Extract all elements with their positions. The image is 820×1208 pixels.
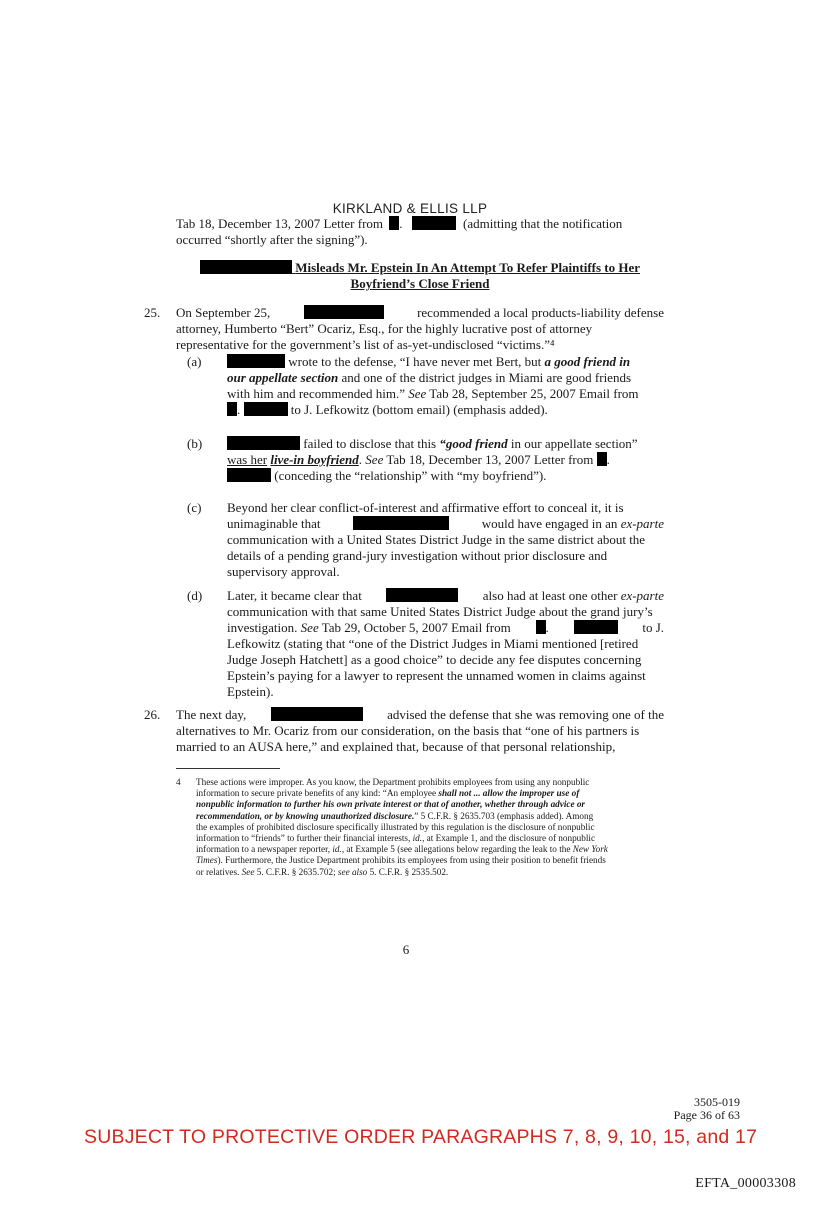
para25-line-3: representative for the government’s list of as-yet-undisclosed “victims.”⁴: [176, 337, 555, 352]
redaction-block: [597, 452, 607, 466]
item-c-line-4: details of a pending grand-jury investigation without prior disclosure and: [227, 548, 608, 563]
item-b-text: (conceding the “relationship” with “my boyfriend”).: [274, 468, 547, 483]
item-d-line-7: Epstein).: [227, 684, 274, 699]
item-a-text: with him and recommended him.”: [227, 386, 405, 401]
item-a-emphasis: our appellate section: [227, 370, 339, 385]
footnote-text: information to a newspaper reporter,: [196, 844, 331, 855]
item-d-text: also had at least one other: [482, 588, 618, 603]
item-label: (b): [187, 436, 203, 451]
item-d-text: Later, it became clear that: [227, 588, 362, 603]
item-b-text: .: [606, 452, 610, 467]
para26-text: advised the defense that she was removing one of the: [387, 707, 664, 722]
item-d-line-6: Epstein’s paying for a lawyer to represent the unnamed women in claims against: [227, 668, 646, 683]
item-b-emphasis: live-in boyfriend: [270, 452, 359, 467]
intro-line-1: [176, 216, 664, 232]
footnote-citation: Times: [196, 855, 218, 866]
item-b-line-2: [227, 452, 664, 468]
item-d-text: .: [545, 620, 549, 635]
item-b-text: was her: [227, 452, 268, 467]
footnote-citation: id.: [332, 844, 342, 855]
intro-text-b: .: [399, 216, 403, 231]
footnote-line: [196, 844, 668, 855]
item-a-text: Tab 28, September 25, 2007 Email from: [429, 386, 639, 401]
item-b-citation-signal: See: [365, 452, 384, 467]
footnote-text: information to secure private benefits of any kind: “An employee: [196, 788, 437, 799]
footnote-text: or relatives.: [196, 866, 240, 877]
paragraph-number: 25.: [144, 305, 161, 320]
footnote-citation: see also: [337, 866, 368, 877]
para25-line-2: attorney, Humberto “Bert” Ocariz, Esq., for the highly lucrative post of attorney: [176, 321, 593, 336]
item-a-line-4: [227, 402, 664, 418]
item-d-citation-signal: See: [300, 620, 319, 635]
item-d: [227, 588, 664, 700]
para25-text: On September 25,: [176, 305, 271, 320]
item-d-line-3: [227, 620, 664, 636]
item-c-line-2: [227, 516, 664, 532]
item-a-emphasis: a good friend in: [544, 354, 631, 369]
item-b-line-1: [227, 436, 664, 452]
footnote-marker: 4: [176, 777, 181, 787]
document-id: EFTA_00003308: [695, 1176, 796, 1191]
redaction-block: [200, 260, 292, 274]
item-d-line-1: [227, 588, 664, 604]
intro-line-2: occurred “shortly after the signing”).: [176, 232, 368, 247]
redaction-block: [536, 620, 546, 634]
item-b-text: failed to disclose that this: [303, 436, 437, 451]
intro-text-c: (admitting that the notification: [463, 216, 623, 231]
item-label: (d): [187, 588, 203, 603]
redaction-block: [227, 354, 285, 368]
redaction-block: [304, 305, 384, 319]
item-a-text: to J. Lefkowitz (bottom email) (emphasis added).: [290, 402, 548, 417]
redaction-block: [227, 468, 271, 482]
redaction-block: [386, 588, 458, 602]
footnote-line: These actions were improper. As you know, the Department prohibits employees from using any nonpublic: [196, 777, 590, 787]
paragraph-number: 26.: [144, 707, 161, 722]
paragraph-25: [176, 305, 664, 353]
item-a-line-1: [227, 354, 664, 370]
item-c-line-3: communication with a United States District Judge in the same district about the: [227, 532, 646, 547]
para26-line-3: married to an AUSA here,” and explained that, because of that personal relationship,: [176, 739, 616, 754]
redaction-block: [389, 216, 399, 230]
item-b-line-3: [227, 468, 664, 484]
item-b-text: .: [358, 452, 363, 467]
para26-text: The next day,: [176, 707, 247, 722]
redaction-block: [244, 402, 288, 416]
footnote-4: [196, 777, 668, 878]
footnote-text: , at Example 5 (see allegations below regarding the leak to the: [341, 844, 571, 855]
footnote-emphasis: nonpublic information to further his own private interest or that of another, whether through advice or: [196, 799, 586, 810]
footnote-emphasis: recommendation, or by knowing unauthorized disclosure.: [196, 810, 415, 821]
section-heading-text-1: Misleads Mr. Epstein In An Attempt To Refer Plaintiffs to Her: [295, 260, 641, 275]
item-d-text: to J.: [642, 620, 664, 635]
redaction-block: [412, 216, 456, 230]
footnote-emphasis: shall not ... allow the improper use of: [438, 788, 580, 799]
page-number: 6: [402, 942, 410, 957]
para26-line-2: alternatives to Mr. Ocariz from our consideration, on the basis that “one of his partners is: [176, 723, 640, 738]
protective-order-banner: SUBJECT TO PROTECTIVE ORDER PARAGRAPHS 7, 8, 9, 10, 15, and 17: [84, 1126, 758, 1148]
footnote-rule: [176, 768, 280, 769]
item-b-emphasis: “good friend: [439, 436, 508, 451]
item-b-text: in our appellate section”: [510, 436, 638, 451]
item-a-text: .: [237, 402, 241, 417]
section-heading-line-2: Boyfriend’s Close Friend: [350, 276, 490, 291]
redaction-block: [353, 516, 449, 530]
item-a: [227, 354, 664, 418]
footnote-citation: New York: [572, 844, 608, 855]
footnote-line: [196, 811, 668, 822]
redaction-block: [271, 707, 363, 721]
section-heading: [176, 260, 664, 292]
item-a-line-2: [227, 370, 664, 386]
stamp-line-1: 3505-019: [694, 1095, 740, 1109]
item-a-line-3: [227, 386, 664, 402]
item-a-citation-signal: See: [408, 386, 427, 401]
item-b-text: Tab 18, December 13, 2007 Letter from: [386, 452, 594, 467]
para26-line-1: [176, 707, 664, 723]
footnote-citation: id.: [412, 833, 423, 844]
item-d-emphasis: ex-parte: [620, 588, 664, 603]
paragraph-26: [176, 707, 664, 755]
item-label: (a): [187, 354, 202, 369]
footnote-line: [196, 855, 668, 866]
footnote-text: 5. C.F.R. § 2635.702;: [256, 866, 336, 877]
footnote-text: ). Furthermore, the Justice Department prohibits its employees from using their position to benefit friends: [217, 855, 606, 866]
item-a-text: and one of the district judges in Miami are good friends: [341, 370, 632, 385]
item-label: (c): [187, 500, 202, 515]
footnote-text: ” 5 C.F.R. § 2635.703 (emphasis added). Among: [414, 810, 594, 821]
item-c-emphasis: ex-parte: [620, 516, 664, 531]
redaction-block: [574, 620, 618, 634]
footnote-line: the examples of prohibited disclosure specifically illustrated by this regulation is the disclosure of nonpublic: [196, 821, 595, 832]
footnote-line: [196, 788, 668, 799]
footnote-line: [196, 867, 668, 878]
footnote-citation: See: [241, 866, 255, 877]
para25-line-1: [176, 305, 664, 321]
footnote-line: [196, 833, 668, 844]
item-c: [227, 500, 664, 580]
item-c-line-1: Beyond her clear conflict-of-interest and affirmative effort to conceal it, it is: [227, 500, 624, 515]
footnote-line: [196, 799, 668, 810]
para25-text: recommended a local products-liability defense: [417, 305, 664, 320]
item-d-line-4: Lefkowitz (stating that “one of the District Judges in Miami mentioned [retired: [227, 636, 639, 651]
footnote-text: 5. C.F.R. § 2535.502.: [369, 866, 449, 877]
item-c-text: unimaginable that: [227, 516, 321, 531]
item-d-line-5: Judge Joseph Hatchett] as a good choice” to decide any fee disputes concerning: [227, 652, 642, 667]
item-d-text: investigation.: [227, 620, 298, 635]
item-a-text: wrote to the defense, “I have never met Bert, but: [288, 354, 542, 369]
footnote-text: information to “friends” to further their financial interests,: [196, 833, 411, 844]
item-c-line-5: supervisory approval.: [227, 564, 340, 579]
redaction-block: [227, 402, 237, 416]
item-c-text: would have engaged in an: [481, 516, 618, 531]
stamp-line-2: Page 36 of 63: [673, 1108, 740, 1122]
footnote-text: , at Example 1, and the disclosure of nonpublic: [422, 833, 596, 844]
item-b: [227, 436, 664, 484]
firm-letterhead: KIRKLAND & ELLIS LLP: [332, 201, 488, 216]
redaction-block: [227, 436, 300, 450]
section-heading-line-1: [176, 260, 664, 276]
intro-text-a: Tab 18, December 13, 2007 Letter from: [176, 216, 384, 231]
bates-stamp: [540, 1096, 740, 1122]
item-d-text: Tab 29, October 5, 2007 Email from: [321, 620, 511, 635]
item-d-line-2: communication with that same United States District Judge about the grand jury’s: [227, 604, 653, 619]
